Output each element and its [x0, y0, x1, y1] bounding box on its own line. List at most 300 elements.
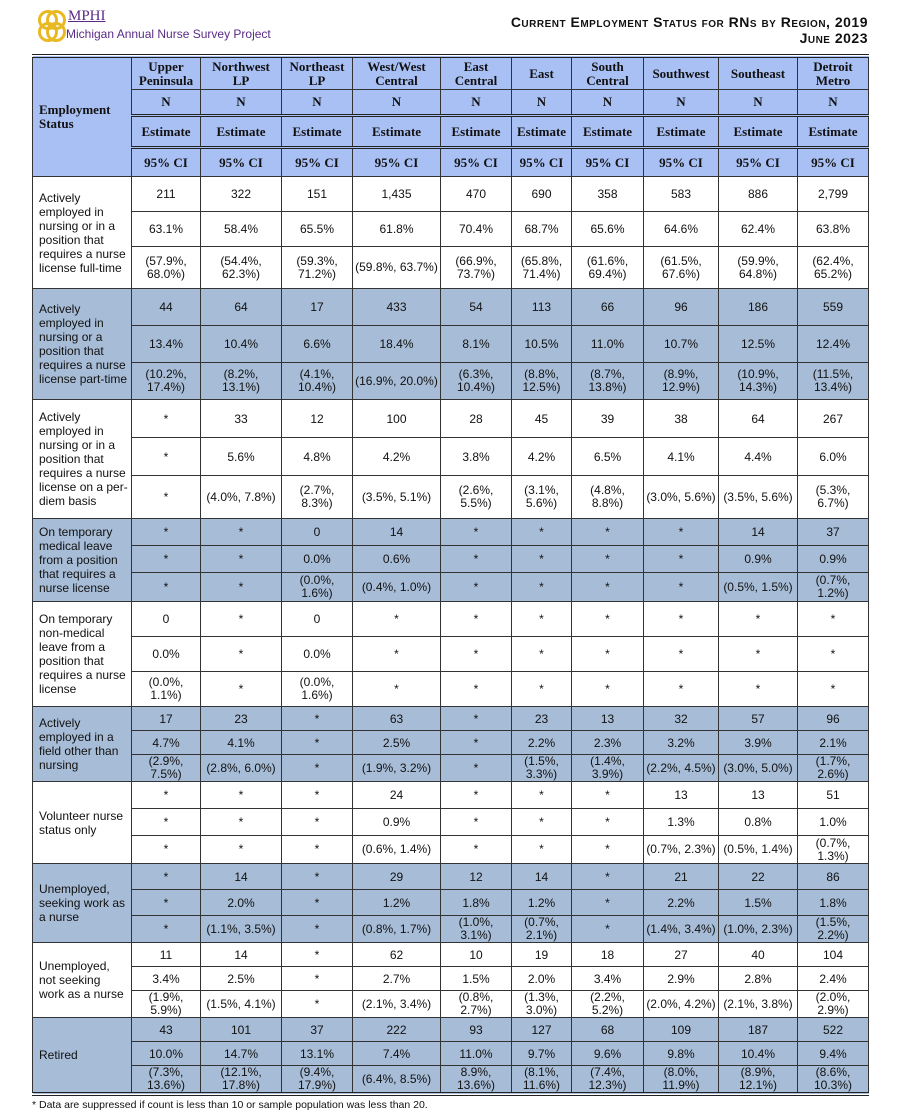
cell-estimate: 3.2% [644, 731, 719, 755]
cell-estimate: * [644, 546, 719, 573]
cell-ci: (4.8%, 8.8%) [572, 476, 644, 519]
table-row-estimate [33, 890, 869, 916]
subheader-estimate: Estimate [719, 116, 798, 148]
cell-estimate: * [282, 890, 353, 916]
cell-estimate: 2.2% [512, 731, 572, 755]
cell-ci: (8.1%, 11.6%) [512, 1066, 572, 1095]
cell-n: * [441, 782, 512, 809]
cell-ci: (1.5%, 2.2%) [798, 916, 869, 943]
cell-n: 690 [512, 177, 572, 212]
cell-estimate: 4.2% [353, 438, 441, 476]
cell-ci: (2.0%, 4.2%) [644, 991, 719, 1018]
cell-n: 45 [512, 400, 572, 438]
cell-ci: (0.7%, 1.3%) [798, 836, 869, 864]
table-row-n [33, 1018, 869, 1042]
cell-estimate: * [132, 890, 201, 916]
table-row-n [33, 289, 869, 326]
cell-n: 21 [644, 864, 719, 890]
cell-n: 19 [512, 943, 572, 967]
cell-ci: (65.8%, 71.4%) [512, 247, 572, 289]
cell-n: * [441, 602, 512, 637]
table-row-estimate [33, 731, 869, 755]
table-row-n [33, 943, 869, 967]
cell-ci: (1.7%, 2.6%) [798, 755, 869, 782]
logo-emblem-icon [36, 8, 66, 44]
cell-ci: (2.2%, 4.5%) [644, 755, 719, 782]
cell-n: 100 [353, 400, 441, 438]
cell-ci: (0.8%, 1.7%) [353, 916, 441, 943]
cell-n: 127 [512, 1018, 572, 1042]
row-label: Actively employed in a field other than nursing [33, 707, 132, 782]
cell-estimate: 1.3% [644, 809, 719, 836]
cell-ci: (3.5%, 5.6%) [719, 476, 798, 519]
cell-ci: (5.3%, 6.7%) [798, 476, 869, 519]
subheader-estimate: Estimate [644, 116, 719, 148]
cell-ci: (2.1%, 3.4%) [353, 991, 441, 1018]
cell-n: 109 [644, 1018, 719, 1042]
subheader-ci: 95% CI [353, 148, 441, 177]
subheader-ci: 95% CI [441, 148, 512, 177]
cell-ci: (3.0%, 5.6%) [644, 476, 719, 519]
table-row-ci [33, 363, 869, 400]
cell-estimate: 3.4% [572, 967, 644, 991]
cell-estimate: 2.9% [644, 967, 719, 991]
cell-estimate: 1.5% [719, 890, 798, 916]
cell-n: * [572, 519, 644, 546]
cell-estimate: 1.8% [441, 890, 512, 916]
cell-ci: * [441, 672, 512, 707]
table-row-estimate [33, 1042, 869, 1066]
cell-estimate: * [572, 637, 644, 672]
table-row-ci [33, 916, 869, 943]
cell-n: * [282, 707, 353, 731]
cell-n: 13 [644, 782, 719, 809]
cell-n: 886 [719, 177, 798, 212]
report-date: June 2023 [799, 30, 868, 46]
cell-n: * [201, 519, 282, 546]
cell-n: 186 [719, 289, 798, 326]
cell-estimate: 10.5% [512, 326, 572, 363]
cell-n: 14 [201, 864, 282, 890]
table-row-ci [33, 573, 869, 602]
cell-n: 17 [132, 707, 201, 731]
table-row-ci [33, 991, 869, 1018]
cell-n: * [512, 519, 572, 546]
cell-ci: (3.1%, 5.6%) [512, 476, 572, 519]
cell-ci: (11.5%, 13.4%) [798, 363, 869, 400]
cell-n: 39 [572, 400, 644, 438]
cell-n: 22 [719, 864, 798, 890]
table-row-n [33, 602, 869, 637]
cell-n: 40 [719, 943, 798, 967]
cell-n: 267 [798, 400, 869, 438]
cell-estimate: * [572, 546, 644, 573]
table-row-estimate [33, 212, 869, 247]
subheader-estimate: Estimate [798, 116, 869, 148]
table-row-ci [33, 476, 869, 519]
table-row-estimate [33, 438, 869, 476]
cell-ci: (2.8%, 6.0%) [201, 755, 282, 782]
cell-estimate: * [441, 546, 512, 573]
cell-n: 17 [282, 289, 353, 326]
cell-ci: * [201, 672, 282, 707]
table-row-n [33, 177, 869, 212]
cell-estimate: 0.9% [798, 546, 869, 573]
cell-ci: (8.8%, 12.5%) [512, 363, 572, 400]
cell-estimate: * [512, 809, 572, 836]
cell-estimate: 4.8% [282, 438, 353, 476]
cell-estimate: 1.8% [798, 890, 869, 916]
cell-estimate: 4.4% [719, 438, 798, 476]
cell-estimate: 0.0% [132, 637, 201, 672]
cell-estimate: * [132, 546, 201, 573]
cell-ci: (12.1%, 17.8%) [201, 1066, 282, 1095]
cell-ci: * [201, 836, 282, 864]
cell-ci: * [512, 672, 572, 707]
header-row-estimate [33, 116, 869, 148]
cell-estimate: 3.9% [719, 731, 798, 755]
table-row-estimate [33, 546, 869, 573]
header-row-regions [33, 56, 869, 90]
cell-estimate: 0.8% [719, 809, 798, 836]
cell-n: 62 [353, 943, 441, 967]
subheader-estimate: Estimate [512, 116, 572, 148]
cell-estimate: 63.1% [132, 212, 201, 247]
cell-n: * [282, 943, 353, 967]
cell-n: * [644, 602, 719, 637]
cell-ci: (1.4%, 3.4%) [644, 916, 719, 943]
cell-ci: (1.0%, 3.1%) [441, 916, 512, 943]
subheader-n: N [719, 90, 798, 116]
cell-n: 522 [798, 1018, 869, 1042]
cell-estimate: 9.6% [572, 1042, 644, 1066]
cell-ci: (0.0%, 1.6%) [282, 573, 353, 602]
cell-ci: (9.4%, 17.9%) [282, 1066, 353, 1095]
cell-n: 101 [201, 1018, 282, 1042]
cell-estimate: 2.7% [353, 967, 441, 991]
cell-ci: (2.9%, 7.5%) [132, 755, 201, 782]
cell-estimate: 10.0% [132, 1042, 201, 1066]
cell-estimate: * [441, 637, 512, 672]
cell-ci: (1.5%, 3.3%) [512, 755, 572, 782]
cell-n: 24 [353, 782, 441, 809]
cell-estimate: * [441, 731, 512, 755]
cell-n: 559 [798, 289, 869, 326]
cell-ci: 8.9%, 13.6%) [441, 1066, 512, 1095]
cell-ci: (1.4%, 3.9%) [572, 755, 644, 782]
cell-ci: (1.3%, 3.0%) [512, 991, 572, 1018]
cell-ci: (61.5%, 67.6%) [644, 247, 719, 289]
cell-ci: * [132, 476, 201, 519]
cell-n: 13 [719, 782, 798, 809]
cell-estimate: * [282, 809, 353, 836]
cell-n: 66 [572, 289, 644, 326]
cell-estimate: * [201, 546, 282, 573]
cell-estimate: 0.0% [282, 637, 353, 672]
cell-ci: (8.0%, 11.9%) [644, 1066, 719, 1095]
subheader-ci: 95% CI [512, 148, 572, 177]
cell-n: 10 [441, 943, 512, 967]
subheader-n: N [572, 90, 644, 116]
cell-ci: (0.4%, 1.0%) [353, 573, 441, 602]
cell-ci: (59.9%, 64.8%) [719, 247, 798, 289]
subheader-estimate: Estimate [441, 116, 512, 148]
cell-n: 0 [282, 602, 353, 637]
subheader-estimate: Estimate [572, 116, 644, 148]
cell-ci: (54.4%, 62.3%) [201, 247, 282, 289]
cell-estimate: 9.8% [644, 1042, 719, 1066]
header-row-n [33, 90, 869, 116]
cell-n: * [512, 602, 572, 637]
cell-estimate: 2.4% [798, 967, 869, 991]
cell-estimate: * [512, 637, 572, 672]
cell-ci: * [441, 836, 512, 864]
cell-n: * [512, 782, 572, 809]
cell-n: 51 [798, 782, 869, 809]
cell-n: 27 [644, 943, 719, 967]
cell-ci: (2.7%, 8.3%) [282, 476, 353, 519]
cell-ci: (1.0%, 2.3%) [719, 916, 798, 943]
cell-estimate: 0.9% [353, 809, 441, 836]
report-title [511, 14, 868, 46]
footnote: * Data are suppressed if count is less than 10 or sample population was less than 20. [32, 1099, 428, 1111]
cell-ci: (6.4%, 8.5%) [353, 1066, 441, 1095]
cell-ci: (7.3%, 13.6%) [132, 1066, 201, 1095]
cell-estimate: 61.8% [353, 212, 441, 247]
cell-ci: (59.3%, 71.2%) [282, 247, 353, 289]
cell-ci: * [441, 573, 512, 602]
cell-n: 86 [798, 864, 869, 890]
cell-estimate: 3.4% [132, 967, 201, 991]
subheader-estimate: Estimate [201, 116, 282, 148]
cell-n: * [282, 782, 353, 809]
table-row-n [33, 707, 869, 731]
column-header: East [512, 56, 572, 90]
cell-estimate: 11.0% [572, 326, 644, 363]
cell-n: * [441, 707, 512, 731]
cell-n: * [132, 519, 201, 546]
cell-n: 2,799 [798, 177, 869, 212]
row-label: On temporary medical leave from a position that requires a nurse license [33, 519, 132, 602]
cell-ci: (0.7%, 2.1%) [512, 916, 572, 943]
cell-n: 37 [282, 1018, 353, 1042]
cell-ci: (6.3%, 10.4%) [441, 363, 512, 400]
column-header: East Central [441, 56, 512, 90]
cell-ci: * [719, 672, 798, 707]
row-label: Unemployed, seeking work as a nurse [33, 864, 132, 943]
cell-ci: (0.7%, 1.2%) [798, 573, 869, 602]
cell-estimate: 4.2% [512, 438, 572, 476]
cell-estimate: 0.6% [353, 546, 441, 573]
mphi-logo [36, 8, 271, 44]
cell-n: 44 [132, 289, 201, 326]
cell-ci: (2.0%, 2.9%) [798, 991, 869, 1018]
cell-estimate: 1.0% [798, 809, 869, 836]
cell-ci: (0.7%, 2.3%) [644, 836, 719, 864]
logo-project: Michigan Annual Nurse Survey Project [66, 27, 271, 41]
cell-n: 64 [201, 289, 282, 326]
cell-n: 57 [719, 707, 798, 731]
cell-estimate: 4.7% [132, 731, 201, 755]
cell-n: * [798, 602, 869, 637]
cell-n: 43 [132, 1018, 201, 1042]
cell-estimate: 12.5% [719, 326, 798, 363]
cell-n: 23 [201, 707, 282, 731]
cell-estimate: * [201, 809, 282, 836]
cell-ci: (10.2%, 17.4%) [132, 363, 201, 400]
cell-ci: * [441, 755, 512, 782]
header-row-ci [33, 148, 869, 177]
cell-estimate: 1.2% [353, 890, 441, 916]
cell-n: 38 [644, 400, 719, 438]
cell-ci: (2.1%, 3.8%) [719, 991, 798, 1018]
cell-n: 1,435 [353, 177, 441, 212]
cell-ci: (8.9%, 12.1%) [719, 1066, 798, 1095]
cell-n: 29 [353, 864, 441, 890]
cell-ci: (1.1%, 3.5%) [201, 916, 282, 943]
cell-estimate: 65.6% [572, 212, 644, 247]
subheader-n: N [798, 90, 869, 116]
subheader-n: N [353, 90, 441, 116]
cell-estimate: 9.4% [798, 1042, 869, 1066]
cell-ci: * [572, 836, 644, 864]
subheader-ci: 95% CI [572, 148, 644, 177]
cell-ci: (0.6%, 1.4%) [353, 836, 441, 864]
cell-estimate: 6.5% [572, 438, 644, 476]
table-row-estimate [33, 809, 869, 836]
cell-ci: * [353, 672, 441, 707]
cell-ci: (1.9%, 5.9%) [132, 991, 201, 1018]
cell-estimate: 2.5% [353, 731, 441, 755]
cell-ci: (3.5%, 5.1%) [353, 476, 441, 519]
cell-ci: (0.5%, 1.4%) [719, 836, 798, 864]
cell-estimate: * [132, 438, 201, 476]
cell-n: 0 [282, 519, 353, 546]
cell-ci: (2.6%, 5.5%) [441, 476, 512, 519]
cell-estimate: 1.5% [441, 967, 512, 991]
cell-n: 211 [132, 177, 201, 212]
cell-ci: (2.2%, 5.2%) [572, 991, 644, 1018]
cell-estimate: * [644, 637, 719, 672]
cell-estimate: * [201, 637, 282, 672]
cell-estimate: 18.4% [353, 326, 441, 363]
cell-ci: (16.9%, 20.0%) [353, 363, 441, 400]
cell-ci: (0.0%, 1.1%) [132, 672, 201, 707]
cell-ci: (8.2%, 13.1%) [201, 363, 282, 400]
subheader-n: N [201, 90, 282, 116]
cell-ci: * [132, 836, 201, 864]
cell-estimate: 2.5% [201, 967, 282, 991]
cell-estimate: 13.4% [132, 326, 201, 363]
logo-org: MPHI [68, 8, 106, 24]
subheader-estimate: Estimate [353, 116, 441, 148]
cell-n: 14 [201, 943, 282, 967]
table-row-ci [33, 755, 869, 782]
subheader-n: N [644, 90, 719, 116]
cell-n: 113 [512, 289, 572, 326]
cell-estimate: * [132, 809, 201, 836]
table-row-ci [33, 247, 869, 289]
cell-ci: (4.0%, 7.8%) [201, 476, 282, 519]
cell-estimate: * [441, 809, 512, 836]
cell-n: 322 [201, 177, 282, 212]
cell-ci: (0.8%, 2.7%) [441, 991, 512, 1018]
cell-estimate: 13.1% [282, 1042, 353, 1066]
cell-ci: * [282, 991, 353, 1018]
cell-estimate: 2.8% [719, 967, 798, 991]
cell-ci: (62.4%, 65.2%) [798, 247, 869, 289]
cell-estimate: 2.1% [798, 731, 869, 755]
cell-n: 11 [132, 943, 201, 967]
cell-estimate: 68.7% [512, 212, 572, 247]
cell-n: 64 [719, 400, 798, 438]
row-label: Unemployed, not seeking work as a nurse [33, 943, 132, 1018]
cell-estimate: 58.4% [201, 212, 282, 247]
cell-estimate: 12.4% [798, 326, 869, 363]
table-row-n [33, 400, 869, 438]
cell-n: * [132, 400, 201, 438]
cell-estimate: * [512, 546, 572, 573]
cell-estimate: 5.6% [201, 438, 282, 476]
cell-estimate: * [719, 637, 798, 672]
cell-n: 12 [282, 400, 353, 438]
column-header: South Central [572, 56, 644, 90]
cell-estimate: * [282, 731, 353, 755]
subheader-estimate: Estimate [132, 116, 201, 148]
subheader-ci: 95% CI [719, 148, 798, 177]
cell-n: * [719, 602, 798, 637]
cell-n: 104 [798, 943, 869, 967]
cell-estimate: 2.0% [201, 890, 282, 916]
cell-estimate: 2.2% [644, 890, 719, 916]
cell-ci: (59.8%, 63.7%) [353, 247, 441, 289]
cell-ci: (8.6%, 10.3%) [798, 1066, 869, 1095]
cell-estimate: 70.4% [441, 212, 512, 247]
cell-n: 14 [719, 519, 798, 546]
cell-n: 12 [441, 864, 512, 890]
subheader-ci: 95% CI [132, 148, 201, 177]
column-header: West/West Central [353, 56, 441, 90]
subheader-ci: 95% CI [798, 148, 869, 177]
cell-ci: (8.7%, 13.8%) [572, 363, 644, 400]
cell-n: * [201, 782, 282, 809]
cell-n: 18 [572, 943, 644, 967]
cell-estimate: 4.1% [201, 731, 282, 755]
table-row-estimate [33, 326, 869, 363]
cell-n: 14 [353, 519, 441, 546]
row-header: Employment Status [33, 56, 132, 177]
cell-estimate: 63.8% [798, 212, 869, 247]
cell-n: 13 [572, 707, 644, 731]
column-header: Northeast LP [282, 56, 353, 90]
cell-n: 358 [572, 177, 644, 212]
cell-ci: (4.1%, 10.4%) [282, 363, 353, 400]
cell-ci: (7.4%, 12.3%) [572, 1066, 644, 1095]
row-label: Retired [33, 1018, 132, 1095]
cell-n: * [353, 602, 441, 637]
cell-ci: * [512, 836, 572, 864]
cell-ci: * [132, 573, 201, 602]
cell-ci: * [282, 755, 353, 782]
cell-n: * [572, 864, 644, 890]
cell-n: 93 [441, 1018, 512, 1042]
cell-estimate: 62.4% [719, 212, 798, 247]
cell-estimate: * [798, 637, 869, 672]
cell-estimate: * [353, 637, 441, 672]
cell-estimate: 2.0% [512, 967, 572, 991]
cell-n: 0 [132, 602, 201, 637]
row-label: Actively employed in nursing or in a position that requires a nurse license full-time [33, 177, 132, 289]
